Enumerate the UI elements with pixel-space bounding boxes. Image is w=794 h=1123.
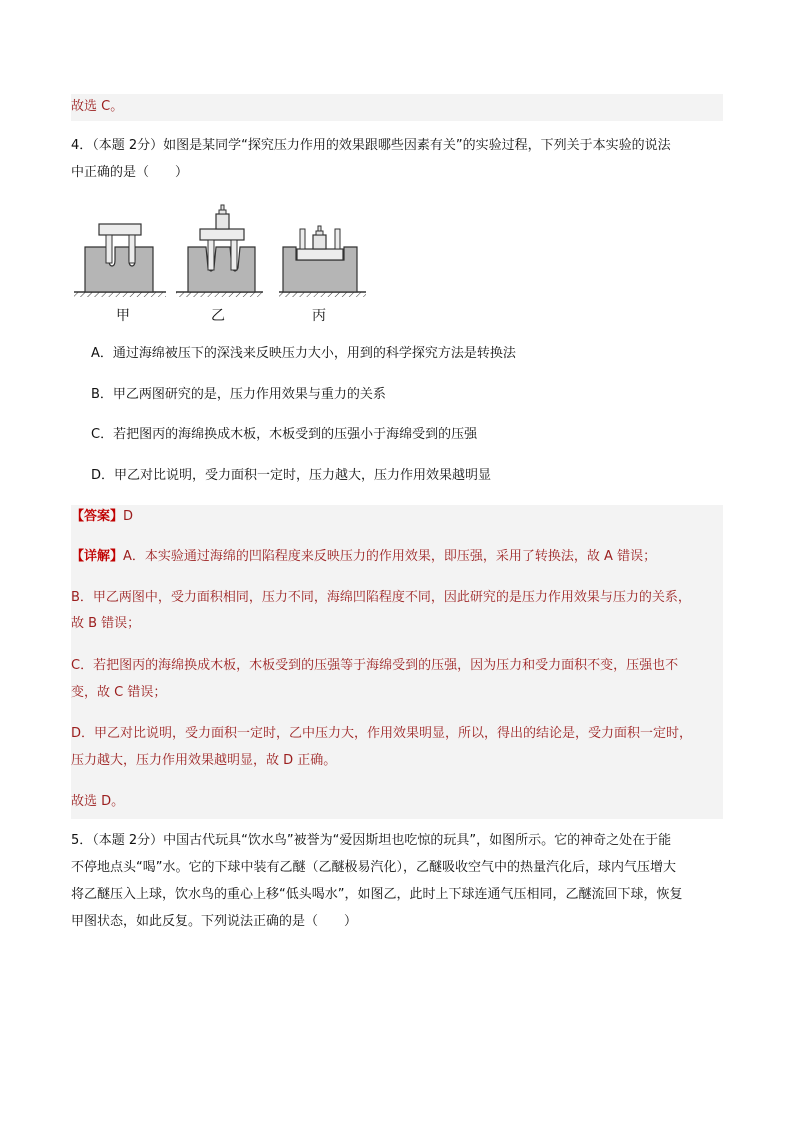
detail-c-line-1: C．若把图丙的海绵换成木板，木板受到的压强等于海绵受到的压强，因为压力和受力面积不变，压强也不: [71, 658, 679, 673]
previous-answer-band: [71, 94, 723, 121]
setup-yi: [176, 205, 263, 297]
question-4-option-d: D．甲乙对比说明，受力面积一定时，压力越大，压力作用效果越明显: [91, 468, 492, 483]
detail-b-line-2: 故 B 错误；: [71, 616, 141, 631]
detail-a: A．本实验通过海绵的凹陷程度来反映压力的作用效果，即压强，采用了转换法，故 A 错误；: [123, 549, 657, 564]
question-5-stem-line-2: 不停地点头“喝”水。它的下球中装有乙醚（乙醚极易汽化），乙醚吸收空气中的热量汽化后，球内气压增大: [71, 860, 676, 875]
question-5-stem-line-4: 甲图状态，如此反复。下列说法正确的是（ ）: [71, 914, 358, 929]
detail-tag: 【详解】: [71, 549, 124, 564]
setup-jia: [74, 224, 166, 297]
question-4-option-c: C．若把图丙的海绵换成木板，木板受到的压强小于海绵受到的压强: [91, 427, 478, 442]
figure-label-jia: 甲: [116, 308, 130, 324]
answer-value: D: [123, 509, 134, 524]
answer-tag: 【答案】: [71, 509, 124, 524]
answer-line: [71, 508, 133, 526]
question-4-stem-line-1: 4．（本题 2分）如图是某同学“探究压力作用的效果跟哪些因素有关”的实验过程，下列关于本实验的说法: [71, 138, 671, 153]
detail-c-line-2: 变，故 C 错误；: [71, 685, 167, 700]
detail-line-a: [71, 548, 656, 566]
detail-d-line-1: D．甲乙对比说明，受力面积一定时，乙中压力大，作用效果明显，所以，得出的结论是，受力面积一定时，: [71, 726, 693, 741]
setup-bing: [279, 226, 366, 297]
pressure-experiment-figure: [71, 200, 371, 300]
question-5-stem-line-3: 将乙醚压入上球，饮水鸟的重心上移“低头喝水”，如图乙，此时上下球连通气压相同，乙醚流回下球，恢复: [71, 887, 683, 902]
question-4-conclusion: 故选 D。: [71, 794, 125, 809]
question-4-option-a: A．通过海绵被压下的深浅来反映压力大小，用到的科学探究方法是转换法: [91, 346, 516, 361]
question-4-option-b: B．甲乙两图研究的是，压力作用效果与重力的关系: [91, 387, 386, 402]
detail-b-line-1: B．甲乙两图中，受力面积相同，压力不同，海绵凹陷程度不同，因此研究的是压力作用效果与压力的关系，: [71, 590, 691, 605]
figure-label-bing: 丙: [312, 308, 326, 324]
previous-answer-conclusion: 故选 C。: [71, 99, 124, 114]
figure-label-yi: 乙: [211, 308, 225, 324]
detail-d-line-2: 压力越大，压力作用效果越明显，故 D 正确。: [71, 753, 337, 768]
question-4-stem-line-2: 中正确的是（ ）: [71, 165, 189, 180]
question-5-stem-line-1: 5．（本题 2分）中国古代玩具“饮水鸟”被誉为“爱因斯坦也吃惊的玩具”，如图所示。它的神奇之处在于能: [71, 833, 672, 848]
